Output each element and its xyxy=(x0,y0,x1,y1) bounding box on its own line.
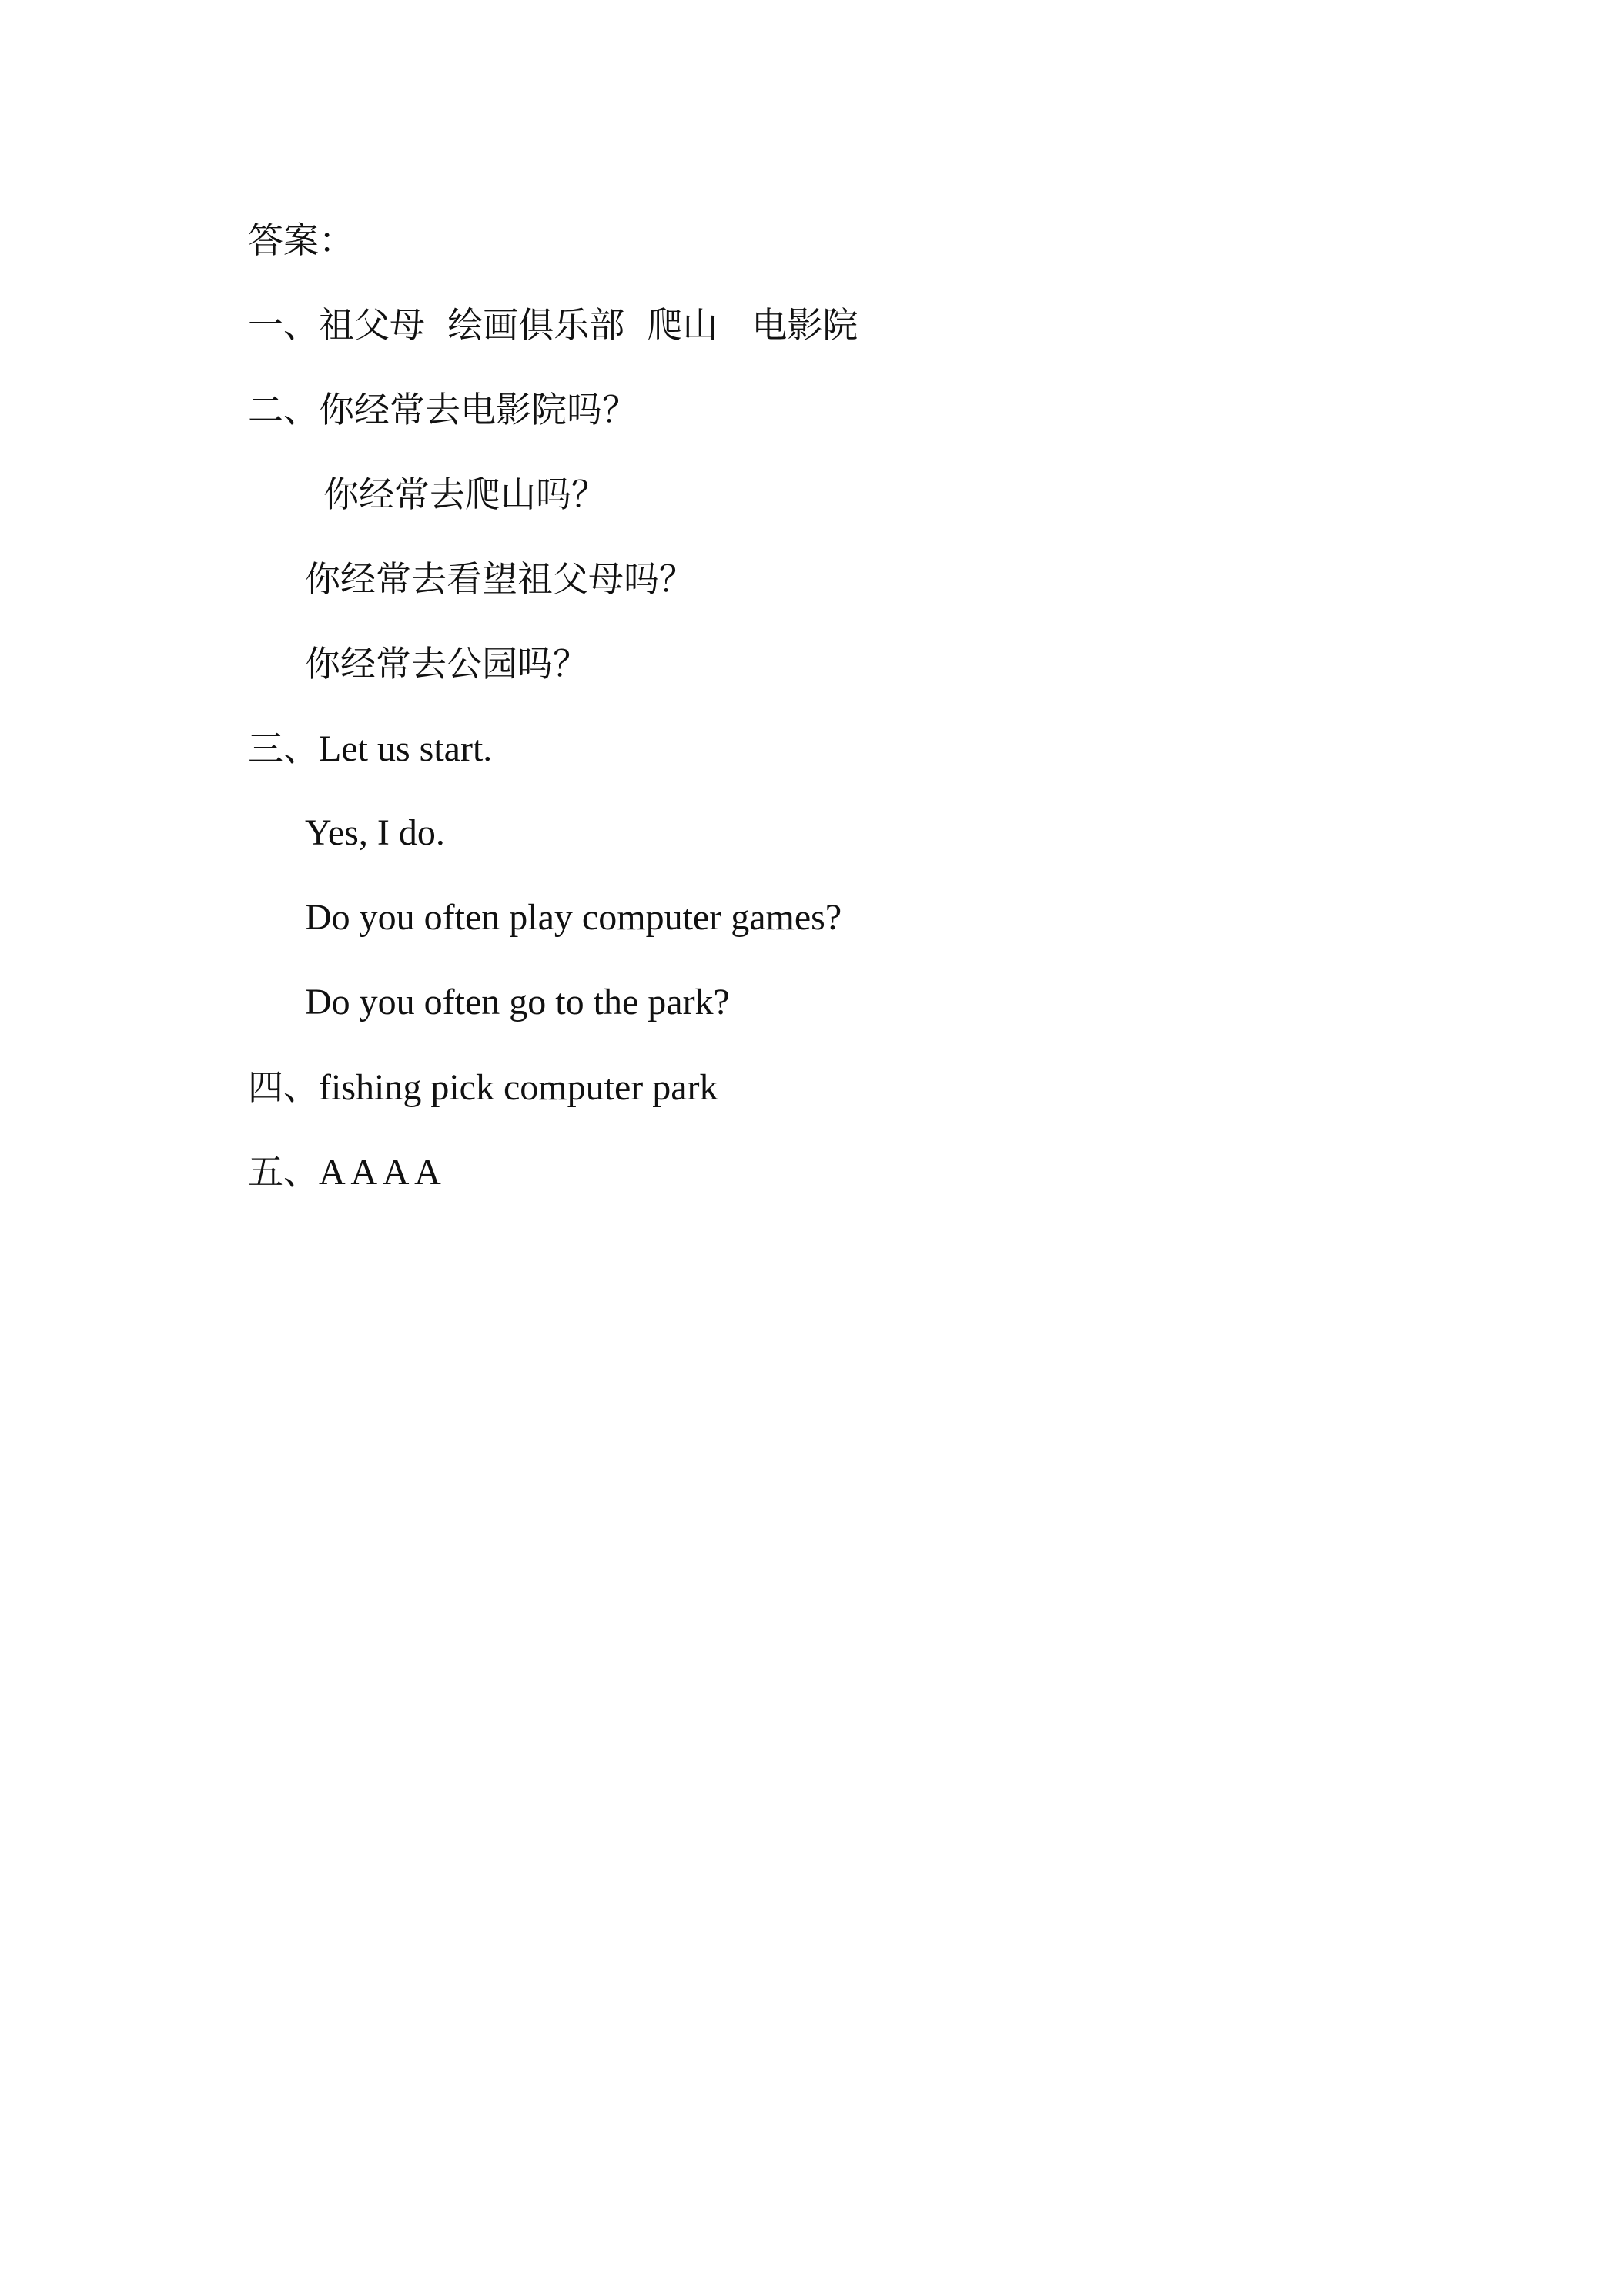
section-4-marker: 四、 xyxy=(248,1066,319,1108)
section-1-marker: 一、 xyxy=(248,304,319,346)
section-5-answers: A A A A xyxy=(319,1152,441,1193)
section-4 xyxy=(248,1064,718,1111)
section-2-answer-2: 你经常去爬山吗？ xyxy=(323,474,607,515)
section-5 xyxy=(248,1149,441,1196)
section-3-line-1 xyxy=(248,725,492,772)
section-1-answers: 祖父母 绘画俱乐部 爬山 电影院 xyxy=(319,304,858,346)
section-3-answer-2: Yes, I do. xyxy=(305,812,445,853)
section-3-answer-3: Do you often play computer games? xyxy=(305,897,842,938)
section-2-answer-3: 你经常去看望祖父母吗？ xyxy=(305,558,694,600)
section-3-answer-1: Let us start. xyxy=(319,728,493,769)
section-1 xyxy=(248,302,858,348)
section-2-marker: 二、 xyxy=(248,389,319,430)
section-2-line-1 xyxy=(248,387,637,433)
section-3-answer-4: Do you often go to the park? xyxy=(305,982,730,1022)
section-5-marker: 五、 xyxy=(248,1151,319,1193)
section-2-answer-1: 你经常去电影院吗？ xyxy=(319,389,637,430)
answer-heading: 答案： xyxy=(248,219,354,261)
section-3-marker: 三、 xyxy=(248,728,319,769)
section-2-answer-4: 你经常去公园吗？ xyxy=(305,643,588,684)
section-4-answers: fishing pick computer park xyxy=(319,1067,718,1108)
